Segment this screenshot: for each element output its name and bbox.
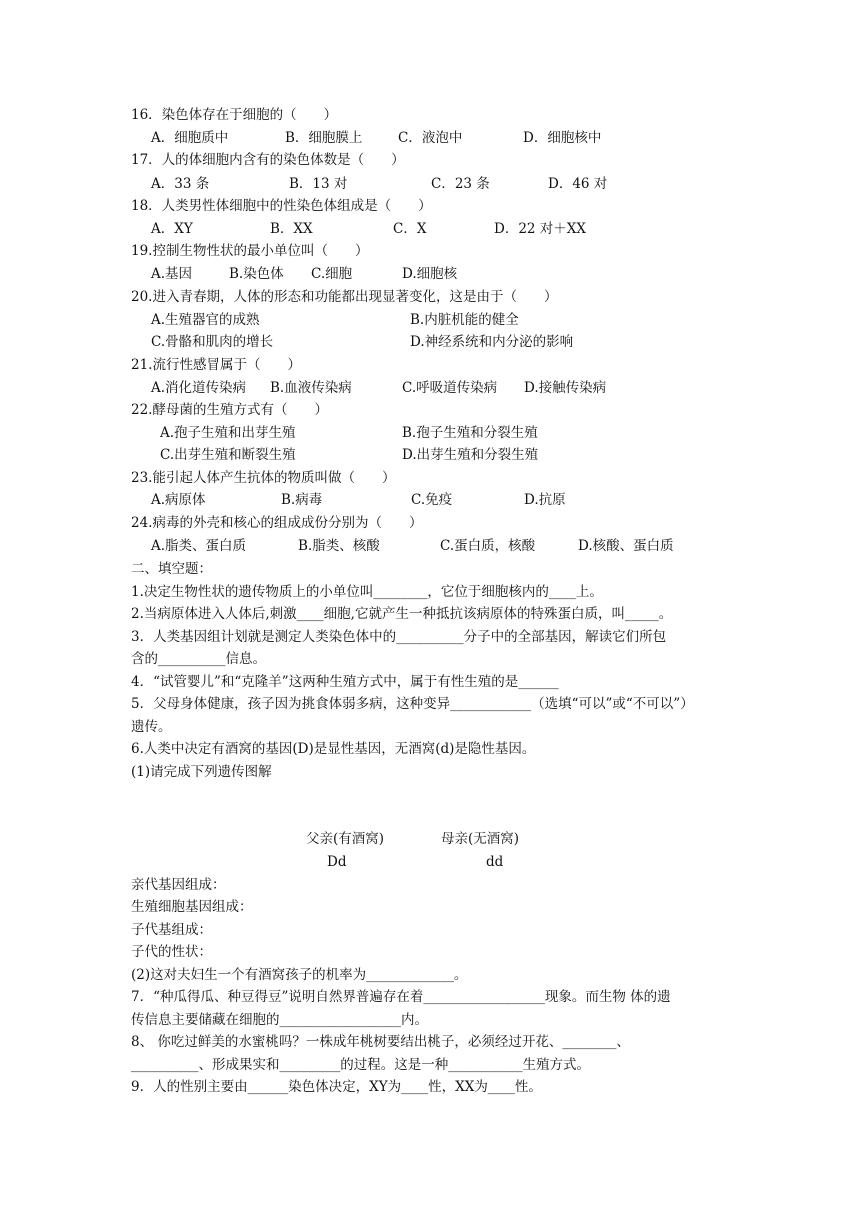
- fill-line-5-cont: 遗传。: [131, 719, 172, 735]
- question-20-option-c: C.骨骼和肌肉的增长: [151, 334, 274, 350]
- father-label: 父亲(有酒窝): [306, 831, 385, 847]
- question-17-option-d: D．46 对: [548, 176, 608, 192]
- question-19-option-b: B.染色体: [229, 266, 284, 282]
- question-23-option-c: C.免疫: [411, 492, 453, 508]
- question-21-stem: 21.流行性感冒属于（ ）: [131, 357, 301, 373]
- fill-line-3-cont: 含的__________信息。: [131, 651, 266, 667]
- diagram-row-offspring-genes: 子代基组成：: [131, 922, 212, 938]
- question-18-option-b: B．XX: [270, 221, 313, 237]
- fill-line-7: 7．“种瓜得瓜、种豆得豆”说明自然界普遍存在着__________________现象。而生物 体的遗: [131, 989, 671, 1005]
- question-24-option-a: A.脂类、蛋白质: [151, 538, 247, 554]
- question-18-option-c: C．X: [393, 221, 427, 237]
- question-19-option-a: A.基因: [151, 266, 193, 282]
- question-16-option-a: A．细胞质中: [151, 130, 229, 146]
- question-20-option-d: D.神经系统和内分泌的影响: [410, 334, 574, 350]
- diagram-row-parent-genes: 亲代基因组成：: [131, 877, 226, 893]
- question-17-stem: 17．人的体细胞内含有的染色体数是（ ）: [131, 152, 405, 168]
- question-23-option-a: A.病原体: [151, 492, 206, 508]
- question-16-option-d: D．细胞核中: [523, 130, 602, 146]
- section-2-heading: 二、填空题：: [131, 561, 212, 577]
- question-20-option-b: B.内脏机能的健全: [410, 312, 519, 328]
- question-22-option-c: C.出芽生殖和断裂生殖: [160, 447, 296, 463]
- question-23-stem: 23.能引起人体产生抗体的物质叫做（ ）: [131, 470, 396, 486]
- fill-line-6-sub1: (1)请完成下列遗传图解: [131, 764, 272, 780]
- question-24-option-d: D.核酸、蛋白质: [578, 538, 674, 554]
- question-18-stem: 18．人类男性体细胞中的性染色体组成是（ ）: [131, 198, 432, 214]
- question-17-option-c: C．23 条: [431, 176, 490, 192]
- father-genotype: Dd: [327, 854, 347, 870]
- question-21-option-d: D.接触传染病: [524, 380, 607, 396]
- fill-line-8: 8、 你吃过鲜美的水蜜桃吗？一株成年桃树要结出桃子，必须经过开花、________、: [131, 1034, 630, 1050]
- question-24-option-c: C.蛋白质，核酸: [440, 538, 536, 554]
- fill-line-7-cont: 传信息主要储藏在细胞的__________________内。: [131, 1012, 428, 1028]
- question-22-option-d: D.出芽生殖和分裂生殖: [402, 447, 539, 463]
- question-24-stem: 24.病毒的外壳和核心的组成成份分别为（ ）: [131, 515, 423, 531]
- question-21-option-b: B.血液传染病: [270, 380, 352, 396]
- fill-line-3: 3．人类基因组计划就是测定人类染色体中的__________分子中的全部基因，解读它们所包: [131, 629, 667, 645]
- question-17-option-b: B．13 对: [289, 176, 348, 192]
- question-17-option-a: A．33 条: [151, 176, 210, 192]
- fill-line-6-sub2: (2)这对夫妇生一个有酒窝孩子的机率为_____________。: [131, 967, 468, 983]
- diagram-row-gamete-genes: 生殖细胞基因组成：: [131, 899, 253, 915]
- fill-line-6: 6.人类中决定有酒窝的基因(D)是显性基因，无酒窝(d)是隐性基因。: [131, 741, 536, 757]
- question-22-option-b: B.孢子生殖和分裂生殖: [402, 425, 538, 441]
- question-24-option-b: B.脂类、核酸: [298, 538, 380, 554]
- diagram-row-offspring-traits: 子代的性状：: [131, 944, 212, 960]
- question-22-stem: 22.酵母菌的生殖方式有（ ）: [131, 402, 328, 418]
- question-19-stem: 19.控制生物性状的最小单位叫（ ）: [131, 243, 369, 259]
- question-16-option-b: B．细胞膜上: [285, 130, 363, 146]
- question-23-option-d: D.抗原: [524, 492, 566, 508]
- question-18-option-d: D．22 对＋XX: [494, 221, 587, 237]
- question-19-option-d: D.细胞核: [402, 266, 458, 282]
- question-18-option-a: A．XY: [151, 221, 193, 237]
- question-16-option-c: C．液泡中: [398, 130, 463, 146]
- mother-label: 母亲(无酒窝): [441, 831, 520, 847]
- fill-line-9: 9．人的性别主要由______染色体决定，XY为____性，XX为____性。: [131, 1079, 542, 1095]
- question-22-option-a: A.孢子生殖和出芽生殖: [160, 425, 296, 441]
- question-20-option-a: A.生殖器官的成熟: [151, 312, 260, 328]
- fill-line-1: 1.决定生物性状的遗传物质上的小单位叫________，它位于细胞核内的____上。: [131, 584, 603, 600]
- question-21-option-a: A.消化道传染病: [151, 380, 247, 396]
- question-20-stem: 20.进入青春期，人体的形态和功能都出现显著变化，这是由于（ ）: [131, 289, 558, 305]
- question-16-stem: 16．染色体存在于细胞的（ ）: [131, 107, 338, 123]
- fill-line-5: 5．父母身体健康，孩子因为挑食体弱多病，这种变异____________（选填“可以”或“不可以”）: [131, 696, 694, 712]
- fill-line-2: 2.当病原体进入人体后,刺激____细胞,它就产生一种抵抗该病原体的特殊蛋白质，叫_____。: [131, 606, 673, 622]
- fill-line-4: 4．“试管婴儿”和“克隆羊”这两种生殖方式中，属于有性生殖的是______: [131, 674, 559, 690]
- question-21-option-c: C.呼吸道传染病: [402, 380, 498, 396]
- question-23-option-b: B.病毒: [281, 492, 323, 508]
- question-19-option-c: C.细胞: [311, 266, 353, 282]
- fill-line-8-cont: __________、形成果实和_________的过程。这是一种___________生殖方式。: [131, 1057, 590, 1073]
- mother-genotype: dd: [486, 854, 504, 870]
